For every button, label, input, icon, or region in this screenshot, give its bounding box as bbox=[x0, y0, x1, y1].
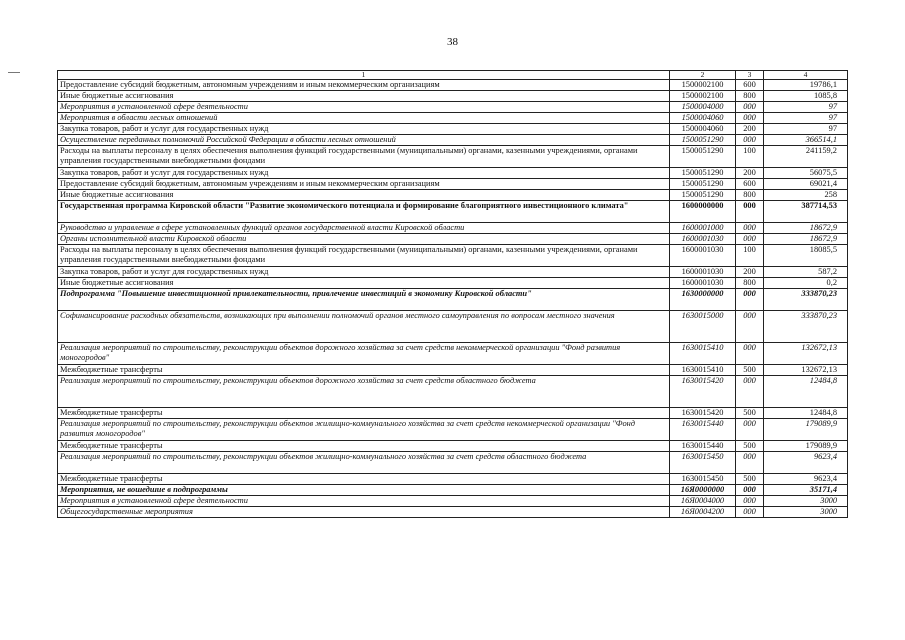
row-name-cell: Предоставление субсидий бюджетным, автономным учреждениям и иным некоммерческим организациям bbox=[58, 179, 670, 190]
column-header-1: 1 bbox=[58, 71, 670, 80]
amount-cell: 1085,8 bbox=[764, 91, 848, 102]
table-row bbox=[58, 124, 848, 135]
row-name-cell: Иные бюджетные ассигнования bbox=[58, 91, 670, 102]
row-name-cell: Мероприятия в установленной сфере деятельности bbox=[58, 496, 670, 507]
expense-type-cell: 000 bbox=[736, 102, 764, 113]
target-article-cell: 1500051290 bbox=[670, 146, 736, 168]
amount-cell: 3000 bbox=[764, 496, 848, 507]
expense-type-cell: 000 bbox=[736, 452, 764, 474]
table-row bbox=[58, 190, 848, 201]
amount-cell: 3000 bbox=[764, 507, 848, 518]
target-article-cell: 1630015410 bbox=[670, 365, 736, 376]
row-name-cell: Закупка товаров, работ и услуг для государственных нужд bbox=[58, 267, 670, 278]
table-row bbox=[58, 289, 848, 311]
expense-type-cell: 500 bbox=[736, 408, 764, 419]
row-name-cell: Межбюджетные трансферты bbox=[58, 365, 670, 376]
table-row bbox=[58, 267, 848, 278]
amount-cell: 9623,4 bbox=[764, 474, 848, 485]
amount-cell: 241159,2 bbox=[764, 146, 848, 168]
expense-type-cell: 000 bbox=[736, 419, 764, 441]
table-row bbox=[58, 474, 848, 485]
amount-cell: 18672,9 bbox=[764, 223, 848, 234]
table-row bbox=[58, 102, 848, 113]
table-row bbox=[58, 113, 848, 124]
expense-type-cell: 000 bbox=[736, 289, 764, 311]
expense-type-cell: 200 bbox=[736, 267, 764, 278]
expense-type-cell: 000 bbox=[736, 496, 764, 507]
expense-type-cell: 800 bbox=[736, 278, 764, 289]
expense-type-cell: 000 bbox=[736, 234, 764, 245]
table-row bbox=[58, 201, 848, 223]
expense-type-cell: 500 bbox=[736, 365, 764, 376]
row-name-cell: Осуществление переданных полномочий Российской Федерации в области лесных отношений bbox=[58, 135, 670, 146]
target-article-cell: 1500051290 bbox=[670, 190, 736, 201]
table-row bbox=[58, 343, 848, 365]
row-name-cell: Реализация мероприятий по строительству, реконструкции объектов дорожного хозяйства за счет средств некоммерческой организации "Фонд развития моногородов" bbox=[58, 343, 670, 365]
target-article-cell: 1630015450 bbox=[670, 452, 736, 474]
amount-cell: 18085,5 bbox=[764, 245, 848, 267]
target-article-cell: 1500051290 bbox=[670, 168, 736, 179]
row-name-cell: Расходы на выплаты персоналу в целях обеспечения выполнения функций государственными (муниципальными) органами, казенными учреждениями, органами управления государственными внебюджетными фондами bbox=[58, 146, 670, 168]
table-row bbox=[58, 419, 848, 441]
amount-cell: 366514,1 bbox=[764, 135, 848, 146]
amount-cell: 97 bbox=[764, 124, 848, 135]
expense-type-cell: 000 bbox=[736, 223, 764, 234]
row-name-cell: Предоставление субсидий бюджетным, автономным учреждениям и иным некоммерческим организациям bbox=[58, 80, 670, 91]
target-article-cell: 1500002100 bbox=[670, 80, 736, 91]
amount-cell: 387714,53 bbox=[764, 201, 848, 223]
amount-cell: 179089,9 bbox=[764, 441, 848, 452]
table-row bbox=[58, 245, 848, 267]
target-article-cell: 1630015450 bbox=[670, 474, 736, 485]
table-body bbox=[58, 80, 848, 518]
target-article-cell: 1600000000 bbox=[670, 201, 736, 223]
row-name-cell: Закупка товаров, работ и услуг для государственных нужд bbox=[58, 168, 670, 179]
amount-cell: 56075,5 bbox=[764, 168, 848, 179]
table-row bbox=[58, 441, 848, 452]
row-name-cell: Государственная программа Кировской области "Развитие экономического потенциала и формирование благоприятного инвестиционного климата" bbox=[58, 201, 670, 223]
column-header-3: 3 bbox=[736, 71, 764, 80]
target-article-cell: 1630015440 bbox=[670, 419, 736, 441]
table-row bbox=[58, 234, 848, 245]
target-article-cell: 1500004060 bbox=[670, 113, 736, 124]
row-name-cell: Реализация мероприятий по строительству, реконструкции объектов жилищно-коммунального хозяйства за счет средств некоммерческой организации "Фонд развития моногородов" bbox=[58, 419, 670, 441]
row-name-cell: Подпрограмма "Повышение инвестиционной привлекательности, привлечение инвестиций в экономику Кировской области" bbox=[58, 289, 670, 311]
row-name-cell: Расходы на выплаты персоналу в целях обеспечения выполнения функций государственными (муниципальными) органами, казенными учреждениями, органами управления государственными внебюджетными фондами bbox=[58, 245, 670, 267]
table-row bbox=[58, 452, 848, 474]
expense-type-cell: 500 bbox=[736, 441, 764, 452]
row-name-cell: Софинансирование расходных обязательств, возникающих при выполнении полномочий органов местного самоуправления по вопросам местного значения bbox=[58, 311, 670, 343]
amount-cell: 0,2 bbox=[764, 278, 848, 289]
target-article-cell: 1500004000 bbox=[670, 102, 736, 113]
target-article-cell: 1500004060 bbox=[670, 124, 736, 135]
table-row bbox=[58, 223, 848, 234]
table-row bbox=[58, 80, 848, 91]
expense-type-cell: 000 bbox=[736, 311, 764, 343]
amount-cell: 258 bbox=[764, 190, 848, 201]
target-article-cell: 1600001030 bbox=[670, 278, 736, 289]
row-name-cell: Общегосударственные мероприятия bbox=[58, 507, 670, 518]
expense-type-cell: 200 bbox=[736, 168, 764, 179]
table-row bbox=[58, 376, 848, 408]
target-article-cell: 16Я0004000 bbox=[670, 496, 736, 507]
table-row bbox=[58, 179, 848, 190]
row-name-cell: Межбюджетные трансферты bbox=[58, 441, 670, 452]
amount-cell: 35171,4 bbox=[764, 485, 848, 496]
expense-type-cell: 100 bbox=[736, 245, 764, 267]
target-article-cell: 1630015420 bbox=[670, 408, 736, 419]
table-row bbox=[58, 278, 848, 289]
row-name-cell: Закупка товаров, работ и услуг для государственных нужд bbox=[58, 124, 670, 135]
table-row bbox=[58, 135, 848, 146]
target-article-cell: 1630015420 bbox=[670, 376, 736, 408]
margin-mark bbox=[8, 72, 20, 73]
amount-cell: 69021,4 bbox=[764, 179, 848, 190]
target-article-cell: 1630000000 bbox=[670, 289, 736, 311]
table-row bbox=[58, 485, 848, 496]
expense-type-cell: 000 bbox=[736, 343, 764, 365]
table-row bbox=[58, 91, 848, 102]
target-article-cell: 16Я0004200 bbox=[670, 507, 736, 518]
column-header-2: 2 bbox=[670, 71, 736, 80]
target-article-cell: 1500051290 bbox=[670, 135, 736, 146]
expense-type-cell: 000 bbox=[736, 507, 764, 518]
expense-type-cell: 200 bbox=[736, 124, 764, 135]
amount-cell: 9623,4 bbox=[764, 452, 848, 474]
table-row bbox=[58, 311, 848, 343]
amount-cell: 12484,8 bbox=[764, 408, 848, 419]
target-article-cell: 1630015000 bbox=[670, 311, 736, 343]
expense-type-cell: 000 bbox=[736, 485, 764, 496]
expense-type-cell: 800 bbox=[736, 91, 764, 102]
row-name-cell: Межбюджетные трансферты bbox=[58, 408, 670, 419]
row-name-cell: Мероприятия, не вошедшие в подпрограммы bbox=[58, 485, 670, 496]
target-article-cell: 16Я0000000 bbox=[670, 485, 736, 496]
row-name-cell: Реализация мероприятий по строительству, реконструкции объектов дорожного хозяйства за счет средств областного бюджета bbox=[58, 376, 670, 408]
amount-cell: 132672,13 bbox=[764, 365, 848, 376]
row-name-cell: Руководство и управление в сфере установленных функций органов государственной власти Кировской области bbox=[58, 223, 670, 234]
target-article-cell: 1600001030 bbox=[670, 245, 736, 267]
amount-cell: 19786,1 bbox=[764, 80, 848, 91]
column-header-4: 4 bbox=[764, 71, 848, 80]
target-article-cell: 1630015440 bbox=[670, 441, 736, 452]
expense-type-cell: 800 bbox=[736, 190, 764, 201]
expense-type-cell: 600 bbox=[736, 80, 764, 91]
row-name-cell: Иные бюджетные ассигнования bbox=[58, 190, 670, 201]
expense-type-cell: 000 bbox=[736, 113, 764, 124]
page-number: 38 bbox=[447, 36, 458, 48]
row-name-cell: Реализация мероприятий по строительству, реконструкции объектов жилищно-коммунального хозяйства за счет средств областного бюджета bbox=[58, 452, 670, 474]
amount-cell: 179089,9 bbox=[764, 419, 848, 441]
table-row bbox=[58, 365, 848, 376]
expense-type-cell: 500 bbox=[736, 474, 764, 485]
table-row bbox=[58, 507, 848, 518]
amount-cell: 333870,23 bbox=[764, 311, 848, 343]
table-row bbox=[58, 408, 848, 419]
table-row bbox=[58, 146, 848, 168]
amount-cell: 587,2 bbox=[764, 267, 848, 278]
expense-type-cell: 000 bbox=[736, 135, 764, 146]
expense-type-cell: 000 bbox=[736, 201, 764, 223]
row-name-cell: Мероприятия в установленной сфере деятельности bbox=[58, 102, 670, 113]
amount-cell: 333870,23 bbox=[764, 289, 848, 311]
target-article-cell: 1630015410 bbox=[670, 343, 736, 365]
amount-cell: 97 bbox=[764, 113, 848, 124]
target-article-cell: 1600001030 bbox=[670, 267, 736, 278]
amount-cell: 12484,8 bbox=[764, 376, 848, 408]
row-name-cell: Межбюджетные трансферты bbox=[58, 474, 670, 485]
row-name-cell: Мероприятия в области лесных отношений bbox=[58, 113, 670, 124]
table-row bbox=[58, 168, 848, 179]
expense-type-cell: 100 bbox=[736, 146, 764, 168]
target-article-cell: 1500051290 bbox=[670, 179, 736, 190]
row-name-cell: Органы исполнительной власти Кировской области bbox=[58, 234, 670, 245]
table-row bbox=[58, 496, 848, 507]
amount-cell: 132672,13 bbox=[764, 343, 848, 365]
target-article-cell: 1600001030 bbox=[670, 234, 736, 245]
target-article-cell: 1500002100 bbox=[670, 91, 736, 102]
row-name-cell: Иные бюджетные ассигнования bbox=[58, 278, 670, 289]
expense-type-cell: 000 bbox=[736, 376, 764, 408]
amount-cell: 97 bbox=[764, 102, 848, 113]
target-article-cell: 1600001000 bbox=[670, 223, 736, 234]
budget-table bbox=[57, 70, 848, 518]
amount-cell: 18672,9 bbox=[764, 234, 848, 245]
header-row bbox=[58, 71, 848, 80]
expense-type-cell: 600 bbox=[736, 179, 764, 190]
